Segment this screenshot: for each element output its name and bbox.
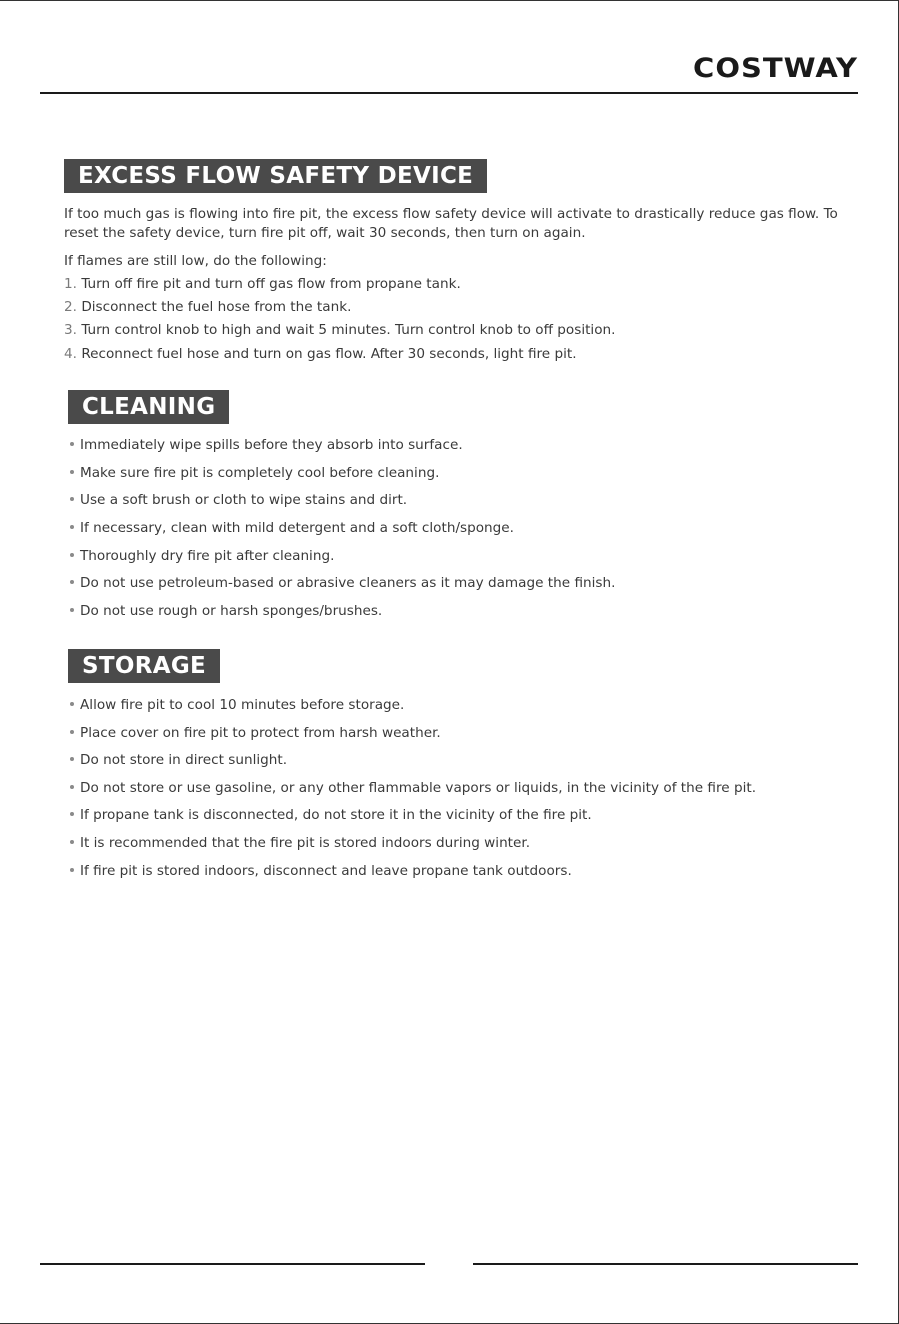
bullet-icon (70, 840, 74, 844)
bullet-icon (70, 442, 74, 446)
bullet-icon (70, 580, 74, 584)
list-item-text: Place cover on fire pit to protect from harsh weather. (80, 725, 441, 741)
step-number: 3. (64, 322, 77, 338)
list-item (68, 751, 287, 770)
list-item-text: Use a soft brush or cloth to wipe stains and dirt. (80, 492, 408, 508)
brand-logo: COSTWAY (693, 52, 858, 84)
bullet-icon (70, 608, 74, 612)
list-item (68, 574, 615, 593)
bullet-icon (70, 525, 74, 529)
list-item (68, 436, 463, 455)
step-item (64, 321, 615, 340)
list-item-text: Do not use rough or harsh sponges/brushes. (80, 603, 383, 619)
step-text: Turn control knob to high and wait 5 minutes. Turn control knob to off position. (81, 322, 616, 338)
list-item (68, 779, 756, 798)
step-number: 4. (64, 346, 77, 362)
list-item-text: If fire pit is stored indoors, disconnect and leave propane tank outdoors. (80, 863, 572, 879)
footer-rule-left (40, 1263, 425, 1265)
bullet-icon (70, 868, 74, 872)
list-item-text: If necessary, clean with mild detergent and a soft cloth/sponge. (80, 520, 514, 536)
excess-flow-intro: If too much gas is flowing into fire pit, the excess flow safety device will activate to drastically reduce gas flow. To reset the safety device, turn fire pit off, wait 30 seconds, then turn on again. (64, 206, 838, 241)
bullet-icon (70, 702, 74, 706)
list-item (68, 547, 334, 566)
list-item (68, 806, 592, 825)
list-item-text: It is recommended that the fire pit is stored indoors during winter. (80, 835, 531, 851)
step-item (64, 275, 461, 294)
storage-heading: STORAGE (68, 649, 220, 683)
step-text: Reconnect fuel hose and turn on gas flow. After 30 seconds, light fire pit. (81, 346, 577, 362)
bullet-icon (70, 757, 74, 761)
step-item (64, 345, 577, 364)
bullet-icon (70, 470, 74, 474)
step-item (64, 298, 351, 317)
list-item (68, 724, 441, 743)
footer-rule-right (473, 1263, 858, 1265)
excess-flow-heading: EXCESS FLOW SAFETY DEVICE (64, 159, 487, 193)
list-item (68, 464, 439, 483)
step-number: 1. (64, 276, 77, 292)
step-number: 2. (64, 299, 77, 315)
list-item (68, 834, 530, 853)
list-item-text: Make sure fire pit is completely cool before cleaning. (80, 465, 440, 481)
list-item-text: If propane tank is disconnected, do not store it in the vicinity of the fire pit. (80, 807, 592, 823)
list-item (68, 491, 407, 510)
bullet-icon (70, 553, 74, 557)
bullet-icon (70, 497, 74, 501)
list-item (68, 519, 514, 538)
bullet-icon (70, 785, 74, 789)
list-item (68, 602, 382, 621)
bullet-icon (70, 812, 74, 816)
excess-flow-lead: If flames are still low, do the following: (64, 253, 327, 269)
step-text: Disconnect the fuel hose from the tank. (81, 299, 352, 315)
cleaning-heading: CLEANING (68, 390, 229, 424)
step-text: Turn off fire pit and turn off gas flow from propane tank. (81, 276, 461, 292)
list-item-text: Do not store or use gasoline, or any other flammable vapors or liquids, in the vicinity of the fire pit. (80, 780, 757, 796)
list-item (68, 696, 404, 715)
list-item-text: Immediately wipe spills before they absorb into surface. (80, 437, 463, 453)
list-item-text: Thoroughly dry fire pit after cleaning. (80, 548, 335, 564)
list-item-text: Do not store in direct sunlight. (80, 752, 288, 768)
list-item (68, 862, 572, 881)
bullet-icon (70, 730, 74, 734)
list-item-text: Do not use petroleum-based or abrasive cleaners as it may damage the finish. (80, 575, 616, 591)
header-rule (40, 92, 858, 94)
list-item-text: Allow fire pit to cool 10 minutes before storage. (80, 697, 405, 713)
